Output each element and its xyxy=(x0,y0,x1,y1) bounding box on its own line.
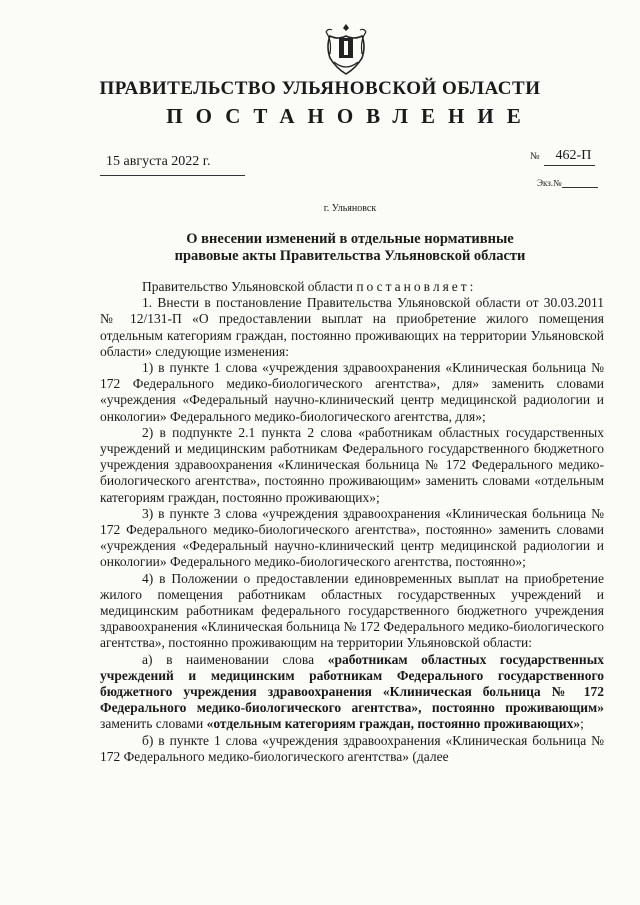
document-number xyxy=(530,148,595,166)
paragraph-1-4: 4) в Положении о предоставлении единовременных выплат на приобретение жилого помещения работникам областных государственных учреждений и медицинским работникам федерального государственного бюджетного учреждения здравоохранения «Клиническая больница № 172 Федерального медико-биологического агентства», постоянно проживающим на территории Ульяновской области: xyxy=(100,570,604,651)
copy-label: Экз.№ xyxy=(537,178,562,188)
document-date: 15 августа 2022 г. xyxy=(106,154,211,169)
p4a-mid: заменить словами xyxy=(100,716,207,732)
paragraph-1-4-b: б) в пункте 1 слова «учреждения здравоохранения «Клиническая больница № 172 Федерального медико-биологического агентства» (далее xyxy=(100,732,604,764)
paragraph-1-2: 2) в подпункте 2.1 пункта 2 слова «работникам областных государственных учреждений и медицинским работникам Федерального государственного бюджетного учреждения здравоохранения «Клиническая больница № 172 Федерального медико-биологического агентства», постоянно проживающим» заменить словами «отдельным категориям граждан, постоянно проживающих»; xyxy=(100,424,604,505)
date-underline xyxy=(100,175,245,176)
p4a-new-wording: «отдельным категориям граждан, постоянно проживающих» xyxy=(206,716,581,732)
intro-paragraph xyxy=(100,279,604,295)
title-line-2: правовые акты Правительства Ульяновской области xyxy=(174,248,526,264)
p4a-pre: а) в наименовании слова xyxy=(142,651,328,667)
paragraph-1-4-a xyxy=(100,652,604,733)
city: г. Ульяновск xyxy=(323,203,377,214)
paragraph-1-1: 1) в пункте 1 слова «учреждения здравоохранения «Клиническая больница № 172 Федерального медико-биологического агентства», для» заменить словами «учреждения «Федеральный научно-клинический центр медицинской радиологии и онкологии» Федерального медико-биологического агентства, для»; xyxy=(100,360,604,424)
government-name: ПРАВИТЕЛЬСТВО УЛЬЯНОВСКОЙ ОБЛАСТИ xyxy=(99,78,541,99)
number-value: 462-П xyxy=(544,148,596,166)
number-label: № xyxy=(530,151,540,162)
document-body xyxy=(100,279,604,765)
title-line-1: О внесении изменений в отдельные нормативные xyxy=(186,231,514,247)
paragraph-1-3: 3) в пункте 3 слова «учреждения здравоохранения «Клиническая больница № 172 Федерального медико-биологического агентства», постоянно» заменить словами «учреждения «Федеральный научно-клинический центр медицинской радиологии и онкологии» Федерального медико-биологического агентства, постоянно»; xyxy=(100,505,604,570)
p4a-end: ; xyxy=(580,716,584,732)
paragraph-1: 1. Внести в постановление Правительства Ульяновской области от 30.03.2011 № 12/131-П «О предоставлении выплат на приобретение жилого помещения отдельным категориям граждан, постоянно проживающих на территории Ульяновской области» следующие изменения: xyxy=(100,295,604,359)
document-type: ПОСТАНОВЛЕНИЕ xyxy=(166,104,534,128)
copy-value-line xyxy=(562,178,598,188)
intro-subject: Правительство Ульяновской области xyxy=(142,279,353,294)
document-title xyxy=(120,231,580,265)
intro-verb: постановляет: xyxy=(356,279,477,294)
copy-number xyxy=(537,178,598,188)
p4a-old-wording: «работникам областных государственных учреждений и медицинским работникам Федерального государственного бюджетного учреждения здравоохранения «Клиническая больница № 172 Федерального медико-биологического агентства», постоянно проживающим» xyxy=(100,651,604,716)
coat-of-arms-emblem xyxy=(324,22,368,76)
